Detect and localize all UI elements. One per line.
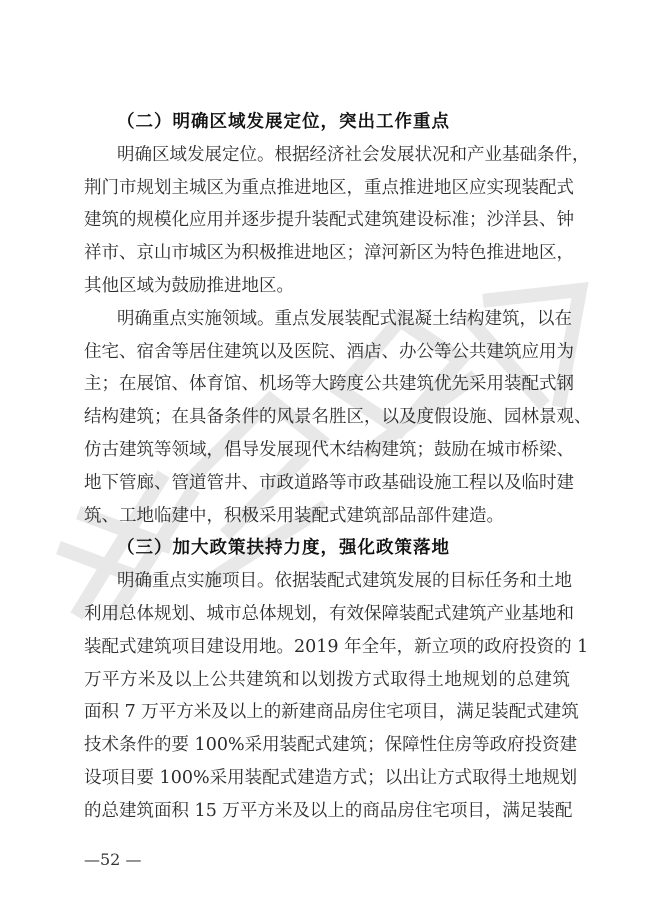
text-line: 祥市、京山市城区为积极推进地区；漳河新区为特色推进地区，	[84, 243, 574, 264]
text-line: 建筑的规模化应用并逐步提升装配式建筑建设标准；沙洋县、钟	[84, 210, 574, 231]
text-line: 万平方米及以上公共建筑和以划拨方式取得土地规划的总建筑	[84, 669, 570, 690]
section-heading-2: （二）明确区域发展定位，突出工作重点	[117, 112, 450, 132]
text-line: 明确区域发展定位。根据经济社会发展状况和产业基础条件，	[117, 144, 590, 165]
paragraph-key-fields	[84, 303, 592, 533]
text-line: 其他区域为鼓励推进地区。	[84, 275, 294, 296]
text-line: 利用总体规划、城市总体规划，有效保障装配式建筑产业基地和	[84, 603, 574, 624]
text-line: 住宅、宿舍等居住建筑以及医院、酒店、办公等公共建筑应用为	[84, 341, 574, 362]
text-line: 技术条件的要 100%采用装配式建筑；保障性住房等政府投资建	[84, 735, 578, 756]
text-line: 荆门市规划主城区为重点推进地区，重点推进地区应实现装配式	[84, 177, 574, 198]
text-line: 的总建筑面积 15 万平方米及以上的商品房住宅项目，满足装配	[84, 800, 573, 821]
section-heading-3: （三）加大政策扶持力度，强化政策落地	[117, 538, 450, 559]
text-line: 筑、工地临建中，积极采用装配式建筑部品部件建造。	[84, 505, 504, 526]
text-line: 仿古建筑等领域，倡导发展现代木结构建筑；鼓励在城市桥梁、	[84, 439, 574, 460]
text-line: 面积 7 万平方米及以上的新建商品房住宅项目，满足装配式建筑	[84, 702, 579, 723]
text-line: 结构建筑；在具备条件的风景名胜区，以及度假设施、园林景观、	[84, 407, 592, 428]
text-line: 装配式建筑项目建设用地。2019 年全年，新立项的政府投资的 1	[84, 636, 589, 657]
text-line: 明确重点实施领域。重点发展装配式混凝土结构建筑，以在	[117, 308, 572, 329]
text-line: 明确重点实施项目。依据装配式建筑发展的目标任务和土地	[117, 571, 572, 592]
text-line: 地下管廊、管道管井、市政道路等市政基础设施工程以及临时建	[84, 472, 574, 493]
text-line: 主；在展馆、体育馆、机场等大跨度公共建筑优先采用装配式钢	[84, 374, 574, 395]
page-number: —52 —	[84, 850, 142, 869]
document-body	[84, 106, 592, 828]
paragraph-region-positioning	[84, 139, 590, 303]
paragraph-key-projects	[84, 565, 589, 827]
text-line: 设项目要 100%采用装配式建造方式；以出让方式取得土地规划	[84, 767, 578, 788]
